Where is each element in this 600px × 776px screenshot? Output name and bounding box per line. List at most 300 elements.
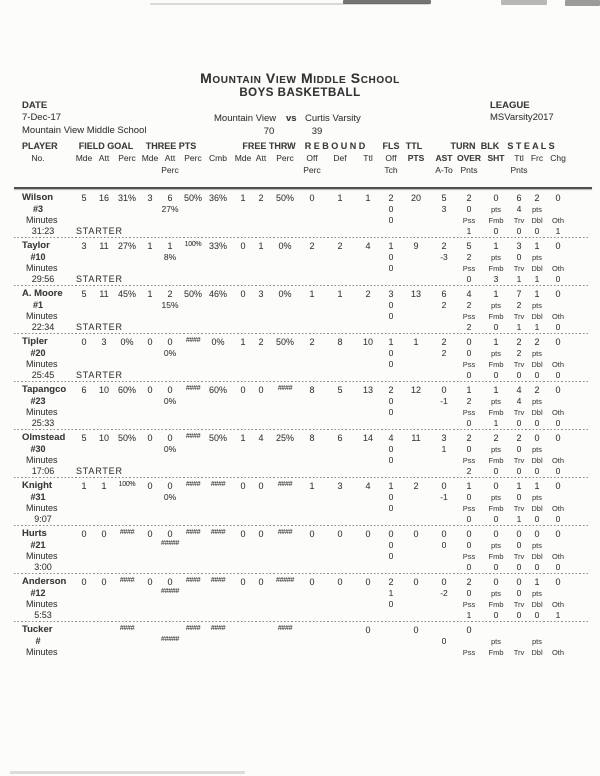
steal-pts-label: pts [531, 541, 542, 550]
fls-off-cell: 1 [388, 481, 394, 491]
matchup-away: Curtis Varsity [305, 113, 361, 124]
st-pnts-cell: 4 [516, 204, 522, 214]
reb-off-cell: 0 [309, 529, 315, 539]
steal-pts-label: pts [531, 349, 542, 358]
player-number: #1 [32, 300, 43, 310]
starter-flag: STARTER [76, 322, 123, 332]
fg-mde-cell: 0 [81, 577, 87, 587]
minutes-label: Minutes [26, 503, 58, 513]
blk-cell: 1 [493, 241, 499, 251]
st-frc-cell: 1 [534, 241, 540, 251]
to-type-label-dbl: Dbl [531, 216, 543, 225]
col-subheader-def: Def [333, 153, 347, 163]
tp-mde-cell: 0 [147, 337, 153, 347]
col-subheader-off: Off [385, 153, 397, 163]
oth-cell: 0 [555, 562, 561, 572]
reb-off-cell: 8 [309, 385, 315, 395]
ast-cell: 5 [441, 193, 447, 203]
trv-cell: 1 [516, 274, 522, 284]
to-type-label-pss: Pss [462, 600, 476, 609]
ft-perc-cell: #### [277, 481, 293, 488]
col-subheader-mde: Mde [234, 153, 252, 163]
st-chg-cell: 0 [555, 433, 561, 443]
tp-perc-cell: #### [185, 433, 201, 440]
header-rule [14, 187, 592, 189]
to-cell: 2 [466, 193, 472, 203]
reb-off-cell: 1 [309, 481, 315, 491]
col-subheader-perc: Perc [184, 153, 202, 163]
ft-att-cell: 0 [258, 529, 264, 539]
reb-ttl-cell: 10 [362, 337, 373, 347]
col-subheader-pts: PTS [407, 153, 425, 163]
ft-perc-cell: 50% [275, 193, 294, 203]
to-pnts-cell: 0 [466, 540, 472, 550]
player-name: Knight [22, 480, 53, 491]
st-chg-cell: 0 [555, 241, 561, 251]
date-value: 7-Dec-17 [22, 112, 62, 123]
reb-off-cell: 1 [309, 289, 315, 299]
to-type-label-dbl: Dbl [531, 552, 543, 561]
tp-cmb-cell: #### [210, 481, 226, 488]
pts-cell: 12 [410, 385, 421, 395]
fg-att-cell: 3 [101, 337, 107, 347]
tp-perc-cell: #### [185, 385, 201, 392]
row-separator [14, 525, 590, 526]
to-type-label-oth: Oth [551, 264, 565, 273]
reb-ttl-cell: 0 [365, 577, 371, 587]
to-cell: 1 [466, 385, 472, 395]
pts-cell: 0 [413, 577, 419, 587]
ft-mde-cell: 0 [240, 529, 246, 539]
fg-perc-cell: 31% [117, 193, 136, 203]
col-header-free-thrw: FREE THRW [242, 141, 296, 151]
st-frc-cell: 1 [534, 481, 540, 491]
reb-ttl-cell: 4 [365, 241, 371, 251]
col-subheader-mde: Mde [75, 153, 93, 163]
fg-perc-cell: #### [119, 625, 135, 632]
pss-cell: 0 [466, 274, 472, 284]
st-ttl-cell: 7 [516, 289, 522, 299]
fls-3-cell: 0 [388, 551, 394, 561]
to-type-label-oth: Oth [551, 216, 565, 225]
player-number: #20 [30, 348, 46, 358]
fmb-cell: 0 [493, 322, 499, 332]
col-header-turn: TURN [450, 141, 476, 151]
fg-mde-cell: 3 [81, 241, 87, 251]
col-header-fls: FLS [382, 141, 400, 151]
pts-cell: 2 [413, 481, 419, 491]
ft-mde-cell: 0 [240, 577, 246, 587]
steal-pts-label: pts [531, 301, 542, 310]
fmb-cell: 1 [493, 418, 499, 428]
blk-cell: 1 [493, 337, 499, 347]
ft-mde-cell: 1 [240, 433, 246, 443]
a-to-cell: -1 [440, 492, 448, 502]
scan-artifact [565, 0, 600, 6]
player-number: #23 [30, 396, 46, 406]
fg-mde-cell: 5 [81, 289, 87, 299]
reb-off-cell: 0 [309, 193, 315, 203]
fg-mde-cell: 1 [81, 481, 87, 491]
fls-off-cell: 2 [388, 577, 394, 587]
to-pts-label: pts [490, 301, 501, 310]
pts-cell: 0 [413, 529, 419, 539]
ft-perc-cell: #### [277, 625, 293, 632]
pts-cell: 9 [413, 241, 419, 251]
to-type-label-oth: Oth [551, 552, 565, 561]
a-to-cell: 1 [441, 444, 447, 454]
team-name: Mountain View Middle School [22, 125, 147, 136]
reb-off-cell: 2 [309, 241, 315, 251]
fls-tch-cell: 0 [388, 252, 394, 262]
to-type-label-trv: Trv [513, 312, 525, 321]
st-pnts-cell: 0 [516, 252, 522, 262]
to-cell: 0 [466, 625, 472, 635]
player-number: #30 [30, 444, 46, 454]
col-subheader-att: Att [164, 153, 176, 163]
tp-perc-cell: #### [185, 337, 201, 344]
to-type-label-dbl: Dbl [531, 504, 543, 513]
fg-att-cell: 11 [99, 289, 109, 299]
ft-mde-cell: 0 [240, 241, 246, 251]
oth-cell: 1 [555, 610, 561, 620]
school-title: Mountain View Middle School [200, 70, 400, 86]
ft-perc-cell: 0% [278, 241, 292, 251]
blk-cell: 2 [493, 433, 499, 443]
ast-cell: 0 [441, 385, 447, 395]
pss-cell: 0 [466, 514, 472, 524]
tp-mde-cell: 1 [147, 289, 153, 299]
col-subheader-att: Att [255, 153, 267, 163]
scan-artifact [10, 771, 245, 774]
fg-mde-cell: 6 [81, 385, 87, 395]
trv-cell: 0 [516, 466, 522, 476]
to-pnts-cell: 0 [466, 204, 472, 214]
fls-tch-cell: 0 [388, 396, 394, 406]
steal-pts-label: pts [531, 205, 542, 214]
st-frc-cell: 2 [534, 193, 540, 203]
col-subheader-ast: AST [435, 153, 453, 163]
to-pts-label: pts [490, 205, 501, 214]
st-chg-cell: 0 [555, 385, 561, 395]
away-score: 39 [311, 126, 323, 137]
trv-cell: 0 [516, 418, 522, 428]
fls-3-cell: 0 [388, 263, 394, 273]
fg-perc-cell: 50% [117, 433, 136, 443]
st-frc-cell: 2 [534, 337, 540, 347]
to-type-label-pss: Pss [462, 504, 476, 513]
fmb-cell: 0 [493, 370, 499, 380]
col-header-three-pts: THREE PTS [145, 141, 197, 151]
player-name: Hurts [22, 528, 47, 539]
col-header-blk: BLK [480, 141, 500, 151]
oth-cell: 0 [555, 418, 561, 428]
fls-tch-cell: 0 [388, 492, 394, 502]
to-type-label-trv: Trv [513, 264, 525, 273]
st-pnts-cell: 2 [516, 348, 522, 358]
col-subheader-off: Off [306, 153, 318, 163]
ast-cell: 2 [441, 241, 447, 251]
to-type-label-pss: Pss [462, 312, 476, 321]
fls-off-cell: 4 [388, 433, 394, 443]
dbl-cell: 0 [534, 514, 540, 524]
st-frc-cell: 1 [534, 289, 540, 299]
to-type-label-trv: Trv [513, 552, 525, 561]
st-chg-cell: 0 [555, 193, 561, 203]
tp-cmb-cell: 50% [208, 433, 227, 443]
matchup-home: Mountain View [214, 113, 277, 124]
reb-def-cell: 8 [337, 337, 343, 347]
to-type-label-pss: Pss [462, 648, 476, 657]
reb-ttl-cell: 0 [365, 625, 371, 635]
to-type-label-oth: Oth [551, 456, 565, 465]
tp-att-cell: 0 [167, 385, 173, 395]
player-name: Anderson [22, 576, 67, 587]
fg-perc-cell: 60% [117, 385, 136, 395]
tp-att-cell: 2 [167, 289, 173, 299]
fg-att-cell: 0 [101, 529, 107, 539]
tp-perc-cell: #### [185, 529, 201, 536]
fg-mde-cell: 5 [81, 433, 87, 443]
to-type-label-dbl: Dbl [531, 456, 543, 465]
trv-cell: 0 [516, 562, 522, 572]
player-number: #21 [30, 540, 46, 550]
to-pnts-cell: 0 [466, 588, 472, 598]
minutes-value: 25:45 [31, 370, 55, 380]
ft-perc-cell: 0% [278, 289, 292, 299]
to-pts-label: pts [490, 541, 501, 550]
to-type-label-fmb: Fmb [488, 360, 504, 369]
fls-tch-cell: 0 [388, 300, 394, 310]
dbl-cell: 1 [534, 274, 540, 284]
ft-perc-cell: #### [277, 529, 293, 536]
ft-att-cell: 4 [258, 433, 264, 443]
player-number: #3 [32, 204, 43, 214]
tp-att-cell: 0 [167, 481, 173, 491]
tp-cmb-cell: 36% [208, 193, 227, 203]
pts-cell: 11 [411, 433, 421, 443]
tp-cmb-cell: #### [210, 577, 226, 584]
col-subheader-perc: Perc [161, 165, 179, 175]
tp-cmb-cell: #### [210, 529, 226, 536]
fg-att-cell: 11 [99, 241, 109, 251]
to-type-label-dbl: Dbl [531, 312, 543, 321]
starter-flag: STARTER [76, 226, 123, 236]
col-subheader-chg: Chg [550, 153, 566, 163]
player-number: #12 [30, 588, 46, 598]
reb-def-cell: 5 [337, 385, 343, 395]
starter-flag: STARTER [76, 466, 123, 476]
st-pnts-cell: 0 [516, 492, 522, 502]
date-label: DATE [22, 100, 48, 111]
st-chg-cell: 0 [555, 337, 561, 347]
pss-cell: 2 [466, 322, 472, 332]
fls-3-cell: 0 [388, 311, 394, 321]
fg-perc-cell: #### [119, 529, 135, 536]
col-header-rebound: R E B O U N D [304, 141, 366, 151]
a-to-cell: 2 [441, 348, 447, 358]
st-ttl-cell: 2 [516, 337, 522, 347]
tp-mde-cell: 0 [147, 433, 153, 443]
to-type-label-pss: Pss [462, 264, 476, 273]
minutes-value: 29:56 [31, 274, 55, 284]
fls-3-cell: 0 [388, 503, 394, 513]
trv-cell: 0 [516, 610, 522, 620]
to-type-label-pss: Pss [462, 216, 476, 225]
col-header-field-goal: FIELD GOAL [78, 141, 134, 151]
to-type-label-trv: Trv [513, 216, 525, 225]
ft-mde-cell: 0 [240, 289, 246, 299]
st-pnts-cell: 4 [516, 396, 522, 406]
fls-tch-cell: 0 [388, 444, 394, 454]
steal-pts-label: pts [531, 445, 542, 454]
fg-mde-cell: 0 [81, 529, 87, 539]
tp-perc-cell: 50% [183, 193, 202, 203]
a-to-cell: 0 [441, 540, 447, 550]
pts-cell: 20 [410, 193, 421, 203]
reb-ttl-cell: 2 [365, 289, 371, 299]
st-pnts-cell: 0 [516, 588, 522, 598]
to-pts-label: pts [490, 589, 501, 598]
minutes-value: 3:00 [34, 562, 52, 572]
to-type-label-pss: Pss [462, 456, 476, 465]
to-type-label-oth: Oth [551, 504, 565, 513]
to-type-label-trv: Trv [513, 360, 525, 369]
tp-att-perc-cell: 0% [163, 492, 177, 502]
col-subheader-frc: Frc [530, 153, 544, 163]
tp-cmb-cell: 0% [211, 337, 225, 347]
reb-def-cell: 0 [337, 529, 343, 539]
ast-cell: 2 [441, 337, 447, 347]
to-type-label-fmb: Fmb [488, 216, 504, 225]
fg-perc-cell: #### [119, 577, 135, 584]
tp-perc-cell: #### [185, 625, 201, 632]
to-type-label-oth: Oth [551, 648, 565, 657]
pss-cell: 0 [466, 370, 472, 380]
tp-cmb-cell: 33% [208, 241, 227, 251]
col-subheader-cmb: Cmb [209, 153, 227, 163]
steal-pts-label: pts [531, 493, 542, 502]
col-subheader-over: OVER [456, 153, 482, 163]
reb-def-cell: 0 [337, 577, 343, 587]
starter-flag: STARTER [76, 274, 123, 284]
matchup-vs: vs [286, 113, 297, 124]
to-type-label-fmb: Fmb [488, 504, 504, 513]
to-type-label-dbl: Dbl [531, 264, 543, 273]
tp-att-perc-cell: 0% [163, 444, 177, 454]
st-chg-cell: 0 [555, 289, 561, 299]
blk-cell: 0 [493, 529, 499, 539]
tp-perc-cell: #### [185, 577, 201, 584]
steal-pts-label: pts [531, 637, 542, 646]
fg-mde-cell: 0 [81, 337, 87, 347]
tp-perc-cell: 50% [183, 289, 202, 299]
to-type-label-trv: Trv [513, 456, 525, 465]
home-score: 70 [263, 126, 275, 137]
pss-cell: 0 [466, 418, 472, 428]
fls-tch-cell: 1 [388, 588, 394, 598]
blk-cell: 0 [493, 193, 499, 203]
to-pnts-cell: 2 [466, 252, 472, 262]
blk-cell: 0 [493, 577, 499, 587]
fls-3-cell: 0 [388, 407, 394, 417]
to-type-label-oth: Oth [551, 600, 565, 609]
to-type-label-trv: Trv [513, 408, 525, 417]
player-name: A. Moore [22, 288, 63, 299]
pts-cell: 13 [410, 289, 421, 299]
player-name: Olmstead [22, 432, 66, 443]
fg-att-cell: 10 [98, 385, 109, 395]
player-name: Tapangco [22, 384, 67, 395]
to-pts-label: pts [490, 493, 501, 502]
fls-3-cell: 0 [388, 215, 394, 225]
reb-off-cell: 0 [309, 577, 315, 587]
to-pts-label: pts [490, 445, 501, 454]
player-name: Taylor [22, 240, 50, 251]
fmb-cell: 0 [493, 562, 499, 572]
oth-cell: 1 [555, 226, 561, 236]
dbl-cell: 0 [534, 562, 540, 572]
col-subheader-a-to: A-To [435, 165, 453, 175]
to-type-label-oth: Oth [551, 312, 565, 321]
minutes-label: Minutes [26, 599, 58, 609]
ft-perc-cell: #### [277, 385, 293, 392]
pts-cell: 1 [413, 337, 419, 347]
fls-tch-cell: 0 [388, 204, 394, 214]
to-type-label-dbl: Dbl [531, 648, 543, 657]
steal-pts-label: pts [531, 253, 542, 262]
blk-cell: 1 [493, 385, 499, 395]
to-cell: 1 [466, 481, 472, 491]
st-chg-cell: 0 [555, 481, 561, 491]
dbl-cell: 0 [534, 226, 540, 236]
dbl-cell: 1 [534, 322, 540, 332]
oth-cell: 0 [555, 514, 561, 524]
to-type-label-trv: Trv [513, 600, 525, 609]
to-cell: 0 [466, 529, 472, 539]
tp-perc-cell: 100% [184, 241, 202, 248]
fg-perc-cell: 45% [117, 289, 136, 299]
to-type-label-pss: Pss [462, 360, 476, 369]
ft-att-cell: 0 [258, 577, 264, 587]
oth-cell: 0 [555, 466, 561, 476]
ft-att-cell: 3 [258, 289, 264, 299]
dbl-cell: 0 [534, 418, 540, 428]
league-value: MSVarsity2017 [490, 112, 554, 123]
st-pnts-cell: 0 [516, 540, 522, 550]
minutes-label: Minutes [26, 647, 58, 657]
to-type-label-pss: Pss [462, 552, 476, 561]
to-pts-label: pts [490, 397, 501, 406]
minutes-label: Minutes [26, 455, 58, 465]
col-subheader-mde: Mde [141, 153, 159, 163]
fls-off-cell: 1 [388, 241, 394, 251]
to-pnts-cell: 0 [466, 492, 472, 502]
row-separator [14, 237, 590, 238]
to-type-label-oth: Oth [551, 408, 565, 417]
tp-att-cell: 0 [167, 433, 173, 443]
minutes-label: Minutes [26, 311, 58, 321]
to-type-label-fmb: Fmb [488, 264, 504, 273]
pts-cell: 0 [413, 625, 419, 635]
team-subtitle: BOYS BASKETBALL [239, 87, 361, 99]
to-cell: 2 [466, 433, 472, 443]
row-separator [14, 429, 590, 430]
minutes-label: Minutes [26, 263, 58, 273]
tp-perc-cell: #### [185, 481, 201, 488]
col-header-player: PLAYER [22, 141, 58, 151]
ft-att-cell: 0 [258, 385, 264, 395]
